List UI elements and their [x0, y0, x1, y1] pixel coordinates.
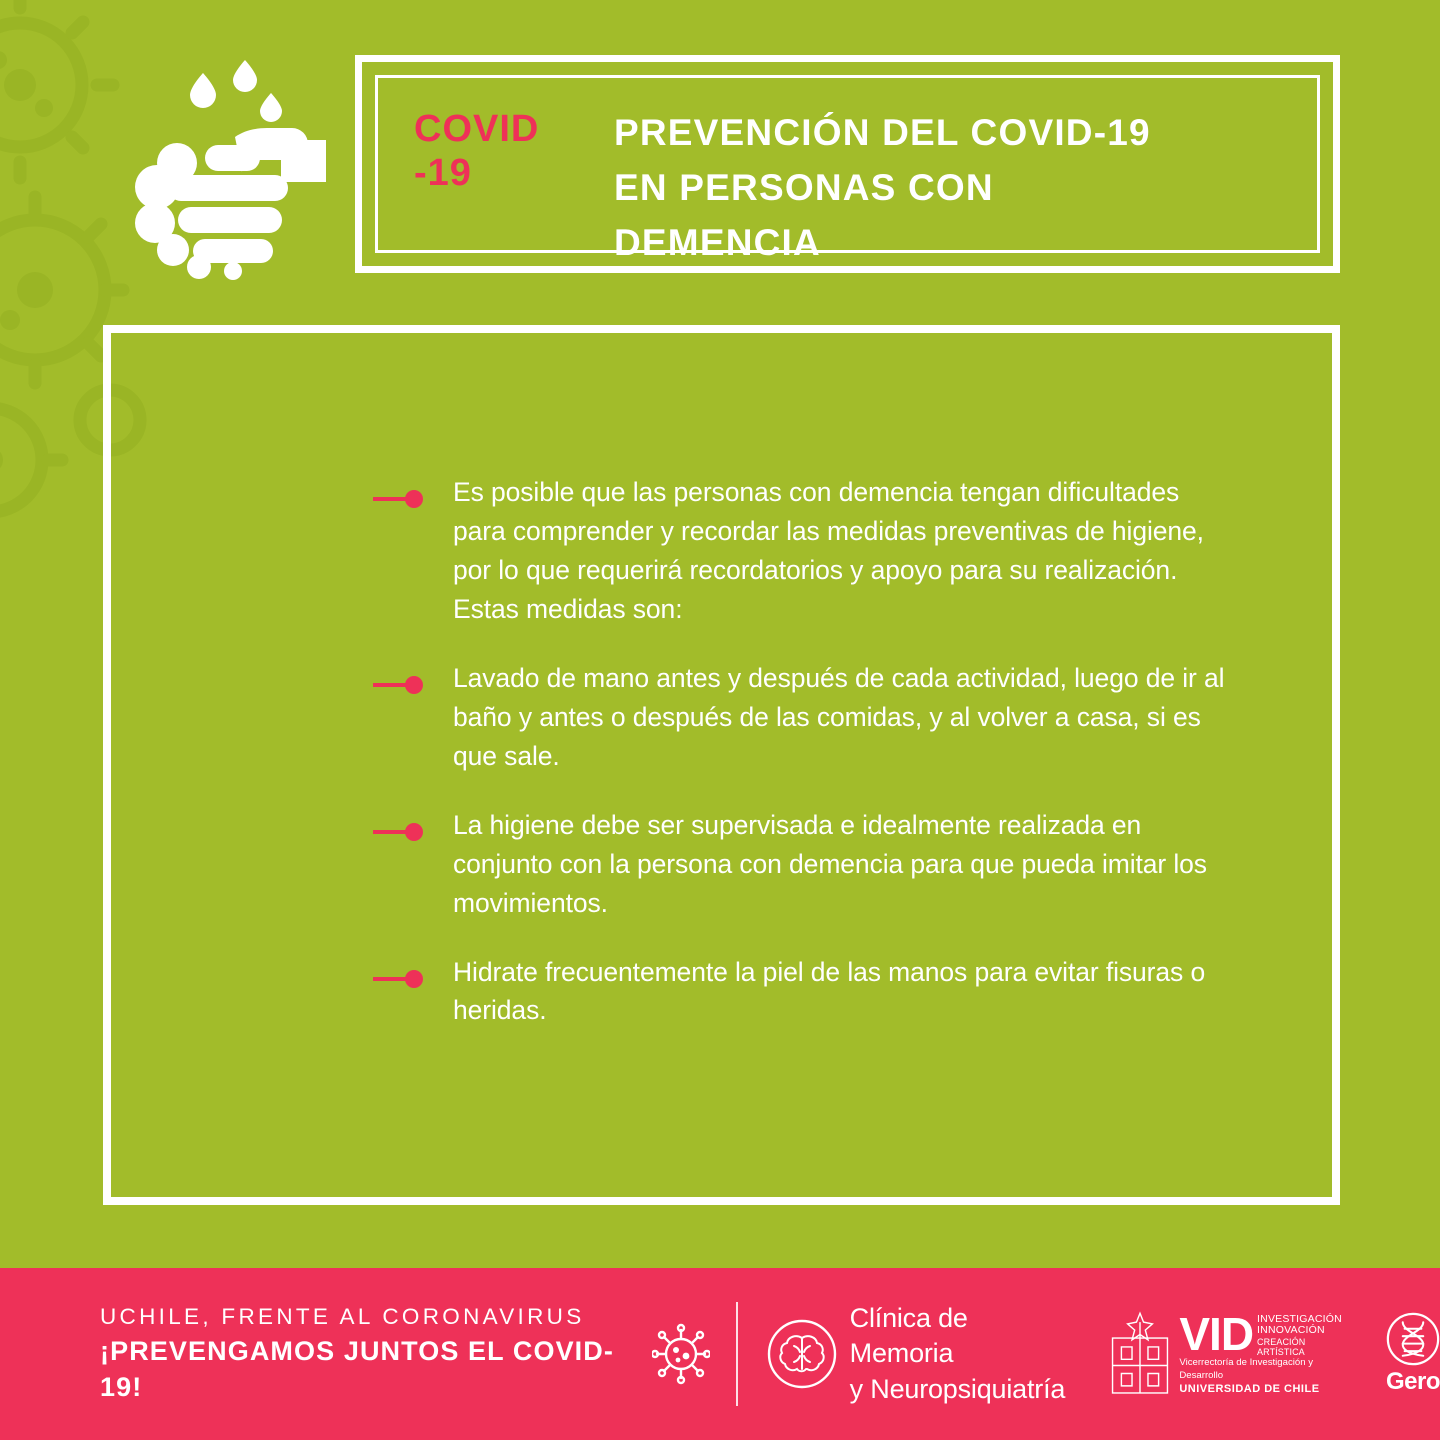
- list-item: [373, 659, 1238, 776]
- footer-slogan-line1: UCHILE, FRENTE AL CORONAVIRUS: [100, 1304, 585, 1330]
- brain-icon: [766, 1318, 838, 1390]
- universidad-de-chile-crest-icon: [1109, 1311, 1171, 1397]
- vid-subtitle-line2: UNIVERSIDAD DE CHILE: [1179, 1383, 1320, 1396]
- covid-label: [414, 106, 614, 195]
- vid-tagline: [1257, 1314, 1352, 1358]
- list-item: [373, 953, 1238, 1031]
- clinic-name: [850, 1301, 1070, 1406]
- covid-label-line2: -19: [414, 151, 472, 194]
- footer-slogan: [100, 1302, 640, 1405]
- page-title-line3: DEMENCIA: [614, 221, 821, 263]
- footer-slogan-line2: ¡PREVENGAMOS JUNTOS EL COVID-19!: [100, 1335, 614, 1403]
- vid-tagline-line1: INVESTIGACIÓN: [1257, 1312, 1342, 1325]
- bullet-marker-icon: [373, 823, 453, 841]
- list-item: [373, 806, 1238, 923]
- list-item-text: Lavado de mano antes y después de cada actividad, luego de ir al baño y antes o después de las comidas, y al volver a casa, si es que sale.: [453, 662, 1225, 771]
- gero-wordmark: Gero: [1385, 1368, 1440, 1395]
- handwashing-icon: [85, 45, 335, 280]
- header-banner: [355, 55, 1340, 273]
- clinic-name-line2: y Neuropsiquiatría: [849, 1373, 1066, 1404]
- list-item-text: Es posible que las personas con demencia tengan dificultades para comprender y recordar las medidas preventivas de higiene, por lo que requerirá recordatorios y apoyo para su realización. Estas medidas son:: [453, 477, 1204, 624]
- dna-icon: [1386, 1312, 1440, 1366]
- list-item: [373, 473, 1238, 629]
- content-panel: [103, 325, 1340, 1205]
- page-title: [614, 106, 1151, 270]
- bullet-list: [373, 473, 1238, 1060]
- vid-subtitle: [1179, 1357, 1352, 1396]
- vid-subtitle-line1: Vicerrectoría de Investigación y Desarrollo: [1179, 1357, 1314, 1381]
- bullet-marker-icon: [373, 676, 453, 694]
- vid-wordmark: VID: [1179, 1308, 1254, 1361]
- bullet-marker-icon: [373, 490, 453, 508]
- vid-tagline-line2: INNOVACIÓN: [1257, 1324, 1325, 1337]
- page-title-line1: PREVENCIÓN DEL COVID-19: [614, 112, 1151, 153]
- vid-logo: [1109, 1308, 1352, 1397]
- list-item-text: Hidrate frecuentemente la piel de las manos para evitar fisuras o heridas.: [453, 956, 1206, 1026]
- gero-logo: [1386, 1312, 1440, 1396]
- clinic-name-line1: Clínica de Memoria: [849, 1303, 968, 1369]
- list-item-text: La higiene debe ser supervisada e idealmente realizada en conjunto con la persona con demencia para que pueda imitar los movimientos.: [453, 809, 1207, 918]
- clinic-logo: [766, 1301, 1070, 1406]
- page-title-line2: EN PERSONAS CON: [614, 166, 994, 208]
- covid-label-line1: COVID: [414, 108, 540, 150]
- coronavirus-icon: [652, 1323, 710, 1385]
- bullet-marker-icon: [373, 970, 453, 988]
- footer-bar: [0, 1268, 1440, 1440]
- vid-tagline-line3: CREACIÓN ARTÍSTICA: [1257, 1337, 1306, 1358]
- header-inner-frame: [375, 75, 1320, 263]
- footer-divider: [736, 1302, 738, 1406]
